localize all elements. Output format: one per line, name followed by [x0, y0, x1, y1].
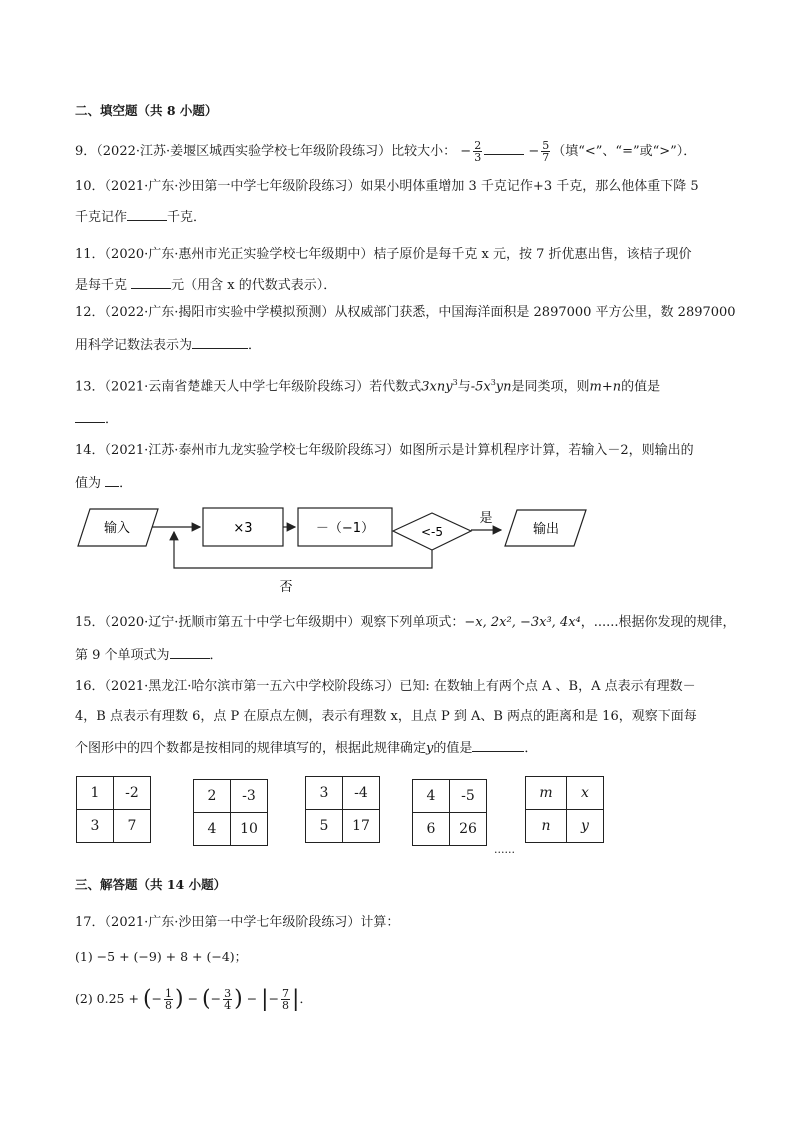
number-grid-5: [525, 776, 604, 843]
grid2-cell-c: 4: [194, 813, 231, 846]
question-16-line2: 4，B 点表示有理数 6，点 P 在原点左侧，表示有理数 x，且点 P 到 A、B 两点的距离和是 16，观察下面每: [75, 709, 697, 724]
q17-rparen-1: ): [175, 986, 184, 1012]
q17-fraction-2: [223, 988, 232, 1011]
q14-text-a: 值为: [75, 476, 102, 491]
q16-text-c: ．: [524, 741, 538, 756]
q13-text-a: 13．（2021·云南省楚雄天人中学七年级阶段练习）若代数式: [75, 379, 422, 395]
q17-f1-den: 8: [165, 999, 173, 1012]
grid1-cell-a: 1: [77, 777, 114, 810]
grid4-cell-b: -5: [450, 780, 487, 813]
grid2-cell-b: -3: [231, 780, 268, 813]
grid3-cell-b: -4: [343, 777, 380, 810]
number-grid-3: [305, 776, 380, 843]
flow-times-label: ×3: [233, 521, 253, 536]
q13-end: ．: [105, 412, 119, 427]
number-grid-1: [76, 776, 151, 843]
flow-minus-label: －（−1）: [315, 521, 375, 536]
q16-answer-blank: [472, 739, 524, 752]
flow-output-label: 输出: [532, 522, 560, 537]
q9-tail: （填“<”、“=”或“>”）．: [552, 144, 697, 159]
grid5-cell-m: m: [526, 777, 567, 810]
q13-term2-exp: 3: [490, 378, 496, 387]
q17-f3-den: 8: [282, 999, 290, 1012]
question-16-line3: [75, 739, 537, 758]
section-title-fill-in: 二、填空题（共 8 小题）: [75, 103, 218, 118]
q15-sequence: −x, 2x², −3x³, 4x⁴: [464, 615, 581, 630]
grid4-cell-c: 6: [413, 813, 450, 846]
q12-text-b: ．: [248, 338, 262, 353]
grid1-cell-b: -2: [114, 777, 151, 810]
grid1-cell-c: 3: [77, 810, 114, 843]
flow-input-label: 输入: [103, 521, 131, 536]
q17-p2-text: (2) 0.25 +: [75, 991, 139, 1006]
q9-frac1-num: 2: [474, 139, 482, 152]
grid2-cell-a: 2: [194, 780, 231, 813]
q17-lparen-2: (: [202, 986, 211, 1012]
question-12-line1: 12．（2022·广东·揭阳市实验中学模拟预测）从权威部门获悉，中国海洋面积是 2897000 平方公里，数 2897000: [75, 305, 736, 320]
q10-text-b: 千克．: [167, 210, 207, 225]
q13-term1-exp: 3: [452, 378, 458, 387]
number-grid-2: [193, 779, 268, 846]
q9-frac2-sign: −: [528, 144, 540, 159]
grid-ellipsis: ......: [494, 843, 515, 856]
section-title-answer: 三、解答题（共 14 小题）: [75, 877, 227, 892]
grid4-cell-d: 26: [450, 813, 487, 846]
question-15-line2: [75, 646, 223, 665]
number-grid-4: [412, 779, 487, 846]
q13-mn: m+n: [589, 379, 622, 395]
q9-frac1-den: 3: [474, 151, 482, 164]
q17-abs-right: |: [292, 986, 300, 1012]
question-15-line1: [75, 614, 736, 632]
q11-text-b: 元（用含 x 的代数式表示）．: [171, 278, 337, 293]
q9-source: （2022·江苏·姜堰区城西实验学校七年级阶段练习）比较大小：: [96, 144, 457, 159]
q17-fraction-1: [164, 988, 173, 1011]
q11-text-a: 是每千克: [75, 278, 128, 293]
grid5-cell-y: y: [567, 810, 604, 843]
grid5-cell-x: x: [567, 777, 604, 810]
q17-f2-num: 3: [224, 987, 232, 1000]
q15-text-a2: 第 9 个单项式为: [75, 648, 170, 663]
q13-mid: 与: [457, 379, 471, 395]
grid4-cell-a: 4: [413, 780, 450, 813]
flow-yes-label: 是: [479, 511, 493, 526]
q17-lparen-1: (: [142, 986, 152, 1012]
question-11-line1: 11．（2020·广东·惠州市光正实验学校七年级期中）桔子原价是每千克 x 元，按 7 折优惠出售，该桔子现价: [75, 247, 692, 262]
q16-text-b: 的值是: [433, 741, 473, 756]
q13-term2: -5x: [470, 379, 491, 395]
q13-text-c: 的值是: [621, 379, 661, 395]
q15-text-a: 15．（2020·辽宁·抚顺市第五十中学七年级期中）观察下列单项式：: [75, 615, 465, 630]
q17-f2-den: 4: [224, 999, 232, 1012]
q17-p2-end: ．: [299, 991, 312, 1006]
q14-text-b: ．: [119, 476, 133, 491]
q17-rparen-2: ): [234, 986, 243, 1012]
q15-text-b2: ．: [209, 648, 223, 663]
q17-f3-num: 7: [282, 987, 290, 1000]
grid2-cell-d: 10: [231, 813, 268, 846]
q9-frac2-num: 5: [542, 139, 550, 152]
question-17-line1: 17．（2021·广东·沙田第一中学七年级阶段练习）计算：: [75, 915, 400, 930]
q13-term2-tail: yn: [495, 379, 512, 395]
q17-fraction-3: [281, 988, 290, 1011]
question-14-line1: 14．（2021·江苏·泰州市九龙实验学校七年级阶段练习）如图所示是计算机程序计算，若输入－2，则输出的: [75, 443, 694, 458]
q15-text-b: ，......根据你发现的规律，: [580, 615, 736, 630]
q9-number: 9．: [75, 144, 97, 159]
grid3-cell-d: 17: [343, 810, 380, 843]
grid3-cell-c: 5: [306, 810, 343, 843]
flow-condition-label: <-5: [420, 525, 444, 539]
q13-term1: 3xny: [421, 379, 453, 395]
q16-var-y: y: [426, 741, 434, 756]
question-17-part1: (1) −5 + (−9) + 8 + (−4)；: [75, 949, 248, 964]
flow-loop-back: [174, 532, 432, 568]
q17-f1-num: 1: [165, 987, 173, 1000]
q9-frac2-den: 7: [542, 151, 550, 164]
q9-frac1-sign: −: [460, 144, 472, 159]
question-17-part2: (2) 0.25 + (− $\frac{1}{8}$ ) − (− $\frac{3}{4}$ ) − |− $\frac{7}{8}$ |．: [75, 986, 312, 1012]
q17-abs-left: |: [261, 986, 269, 1012]
grid1-cell-d: 7: [114, 810, 151, 843]
q13-text-b: 是同类项，则: [511, 379, 590, 395]
grid3-cell-a: 3: [306, 777, 343, 810]
q12-text-a: 用科学记数法表示为: [75, 338, 193, 353]
flow-no-label: 否: [279, 580, 293, 595]
q15-answer-blank: [170, 646, 210, 659]
question-10-line1: 10．（2021·广东·沙田第一中学七年级阶段练习）如果小明体重增加 3 千克记作+3 千克，那么他体重下降 5: [75, 179, 699, 194]
grid5-cell-n: n: [526, 810, 567, 843]
question-16-line1: 16．（2021·黑龙江·哈尔滨市第一五六中学校阶段练习）已知: 在数轴上有两个点 A 、B，A 点表示有理数－: [75, 679, 696, 694]
q10-text-a: 千克记作: [75, 210, 128, 225]
q16-text-a: 个图形中的四个数都是按相同的规律填写的，根据此规律确定: [75, 741, 427, 756]
